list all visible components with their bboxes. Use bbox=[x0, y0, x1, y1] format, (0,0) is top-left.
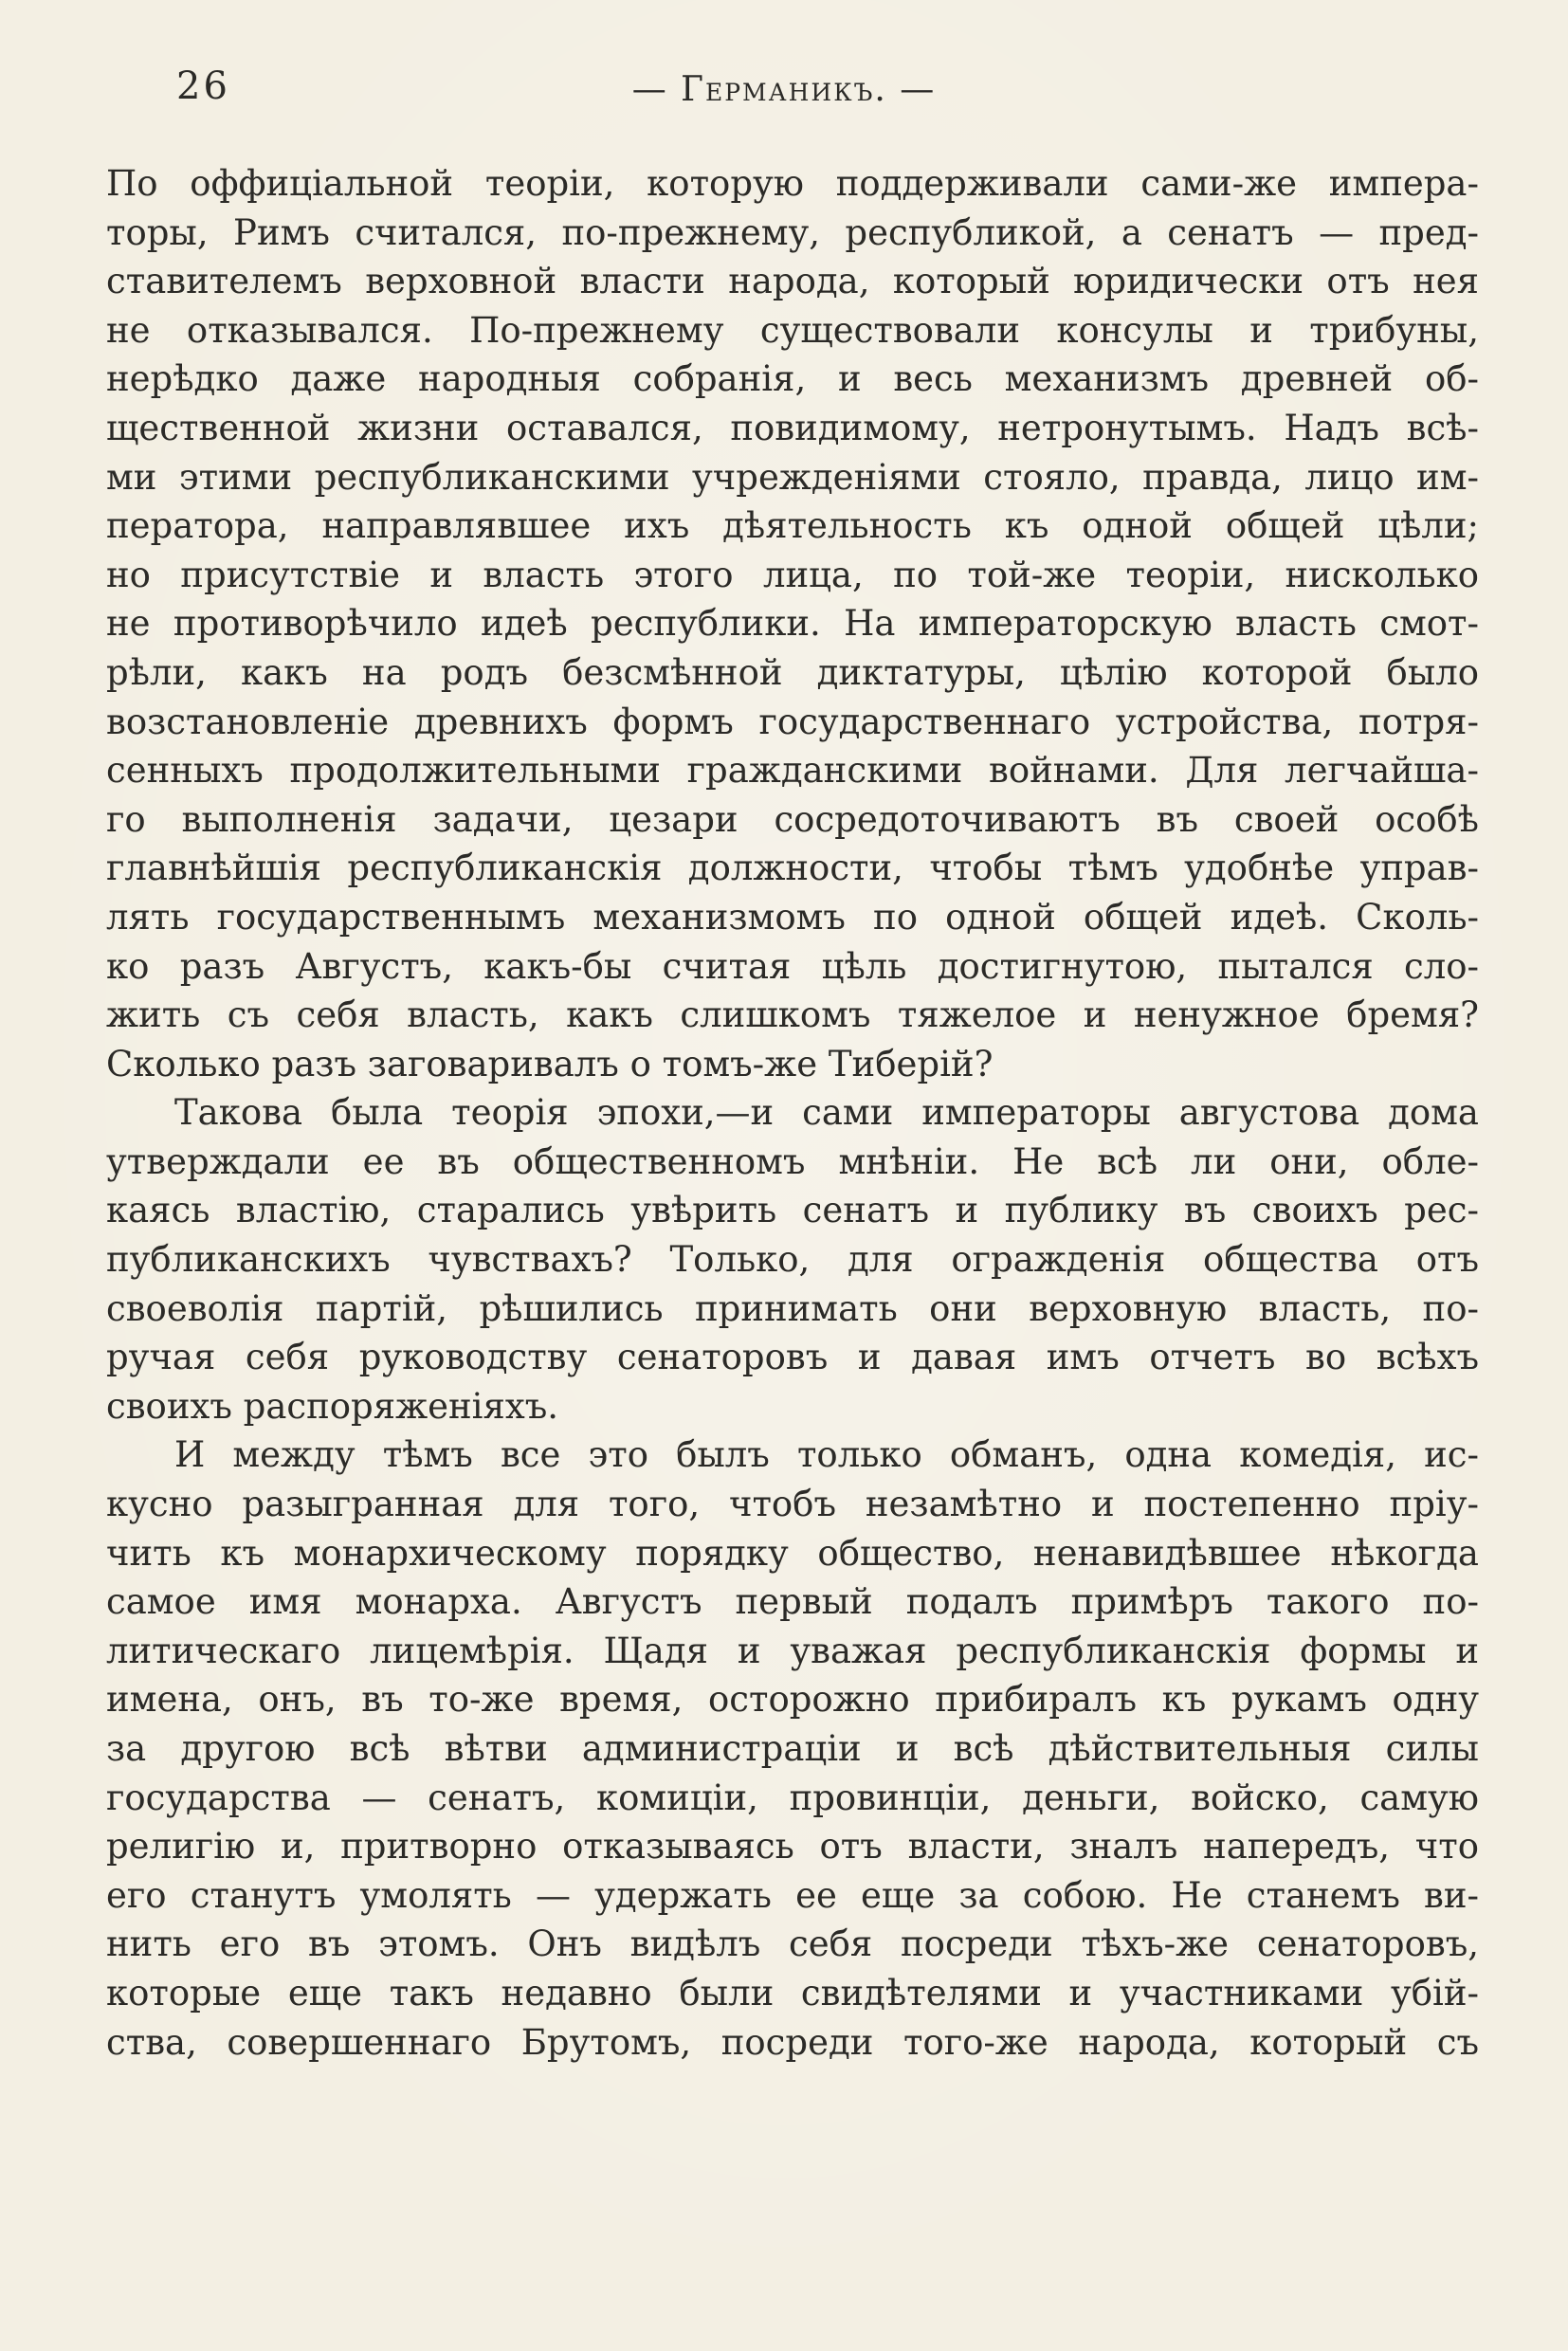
text-line: жить съ себя власть, какъ слишкомъ тяжелое и ненужное бремя? bbox=[106, 994, 1479, 1036]
running-title: — Германикъ. — bbox=[631, 70, 937, 109]
text-line: государства — сенатъ, комиціи, провинціи, деньги, войско, самую bbox=[106, 1777, 1479, 1818]
text-line: чить къ монархическому порядку общество, ненавидѣвшее нѣкогда bbox=[106, 1532, 1479, 1574]
text-line: ручая себя руководству сенаторовъ и давая имъ отчетъ во всѣхъ bbox=[106, 1337, 1479, 1378]
text-line: ператора, направлявшее ихъ дѣятельность къ одной общей цѣли; bbox=[106, 505, 1479, 547]
text-line: за другою всѣ вѣтви администраціи и всѣ дѣйствительныя силы bbox=[106, 1728, 1479, 1769]
text-line: которые еще такъ недавно были свидѣтелями и участниками убій- bbox=[106, 1972, 1479, 2014]
text-line: не отказывался. По-прежнему существовали консулы и трибуны, bbox=[106, 309, 1479, 351]
text-line: не противорѣчило идеѣ республики. На императорскую власть смот- bbox=[106, 603, 1479, 645]
text-line: главнѣйшія республиканскія должности, чтобы тѣмъ удобнѣе управ- bbox=[106, 847, 1479, 889]
text-line: самое имя монарха. Августъ первый подалъ примѣръ такого по- bbox=[106, 1581, 1479, 1623]
page-number: 26 bbox=[176, 64, 230, 108]
text-line: ми этими республиканскими учрежденіями стояло, правда, лицо им- bbox=[106, 456, 1479, 498]
text-line: ставителемъ верховной власти народа, который юридически отъ нея bbox=[106, 261, 1479, 302]
text-line: сенныхъ продолжительными гражданскими войнами. Для легчайша- bbox=[106, 750, 1479, 792]
text-line: его станутъ умолять — удержать ее еще за собою. Не станемъ ви- bbox=[106, 1874, 1479, 1916]
text-line: го выполненія задачи, цезари сосредоточиваютъ въ своей особѣ bbox=[106, 798, 1479, 840]
text-line: литическаго лицемѣрія. Щадя и уважая республиканскія формы и bbox=[106, 1630, 1479, 1671]
text-line: кусно разыгранная для того, чтобъ незамѣтно и постепенно пріу- bbox=[106, 1484, 1479, 1525]
body-text bbox=[106, 159, 1479, 2067]
text-line: утверждали ее въ общественномъ мнѣніи. Не всѣ ли они, обле- bbox=[106, 1140, 1479, 1182]
text-line: своеволія партій, рѣшились принимать они верховную власть, по- bbox=[106, 1287, 1479, 1329]
page-header bbox=[0, 61, 1568, 118]
text-line: каясь властію, старались увѣрить сенатъ и публику въ своихъ рес- bbox=[106, 1190, 1479, 1231]
text-line: По оффиціальной теоріи, которую поддерживали сами-же импера- bbox=[106, 163, 1479, 204]
text-line: своихъ распоряженіяхъ. bbox=[106, 1385, 559, 1427]
text-line: нить его въ этомъ. Онъ видѣлъ себя посреди тѣхъ-же сенаторовъ, bbox=[106, 1923, 1479, 1965]
text-line: ко разъ Августъ, какъ-бы считая цѣль достигнутою, пытался сло- bbox=[106, 945, 1479, 987]
text-line: ства, совершеннаго Брутомъ, посреди того-же народа, который съ bbox=[106, 2021, 1479, 2063]
text-line: возстановленіе древнихъ формъ государственнаго устройства, потря- bbox=[106, 701, 1479, 742]
text-line: но присутствіе и власть этого лица, по той-же теоріи, нисколько bbox=[106, 554, 1479, 595]
text-line: нерѣдко даже народныя собранія, и весь механизмъ древней об- bbox=[106, 358, 1479, 400]
text-line: торы, Римъ считался, по-прежнему, республикой, а сенатъ — пред- bbox=[106, 211, 1479, 253]
text-line: лять государственнымъ механизмомъ по одной общей идеѣ. Сколь- bbox=[106, 896, 1479, 938]
text-line: публиканскихъ чувствахъ? Только, для огражденія общества отъ bbox=[106, 1239, 1479, 1281]
text-line: И между тѣмъ все это былъ только обманъ, одна комедія, ис- bbox=[174, 1434, 1479, 1476]
text-line: Такова была теорія эпохи,—и сами императоры августова дома bbox=[174, 1092, 1479, 1134]
text-line: религію и, притворно отказываясь отъ власти, зналъ напередъ, что bbox=[106, 1826, 1479, 1868]
text-line: щественной жизни оставался, повидимому, нетронутымъ. Надъ всѣ- bbox=[106, 407, 1479, 448]
text-line: рѣли, какъ на родъ безсмѣнной диктатуры, цѣлію которой было bbox=[106, 651, 1479, 693]
text-line: Сколько разъ заговаривалъ о томъ-же Тиберій? bbox=[106, 1043, 994, 1084]
text-line: имена, онъ, въ то-же время, осторожно прибиралъ къ рукамъ одну bbox=[106, 1679, 1479, 1721]
